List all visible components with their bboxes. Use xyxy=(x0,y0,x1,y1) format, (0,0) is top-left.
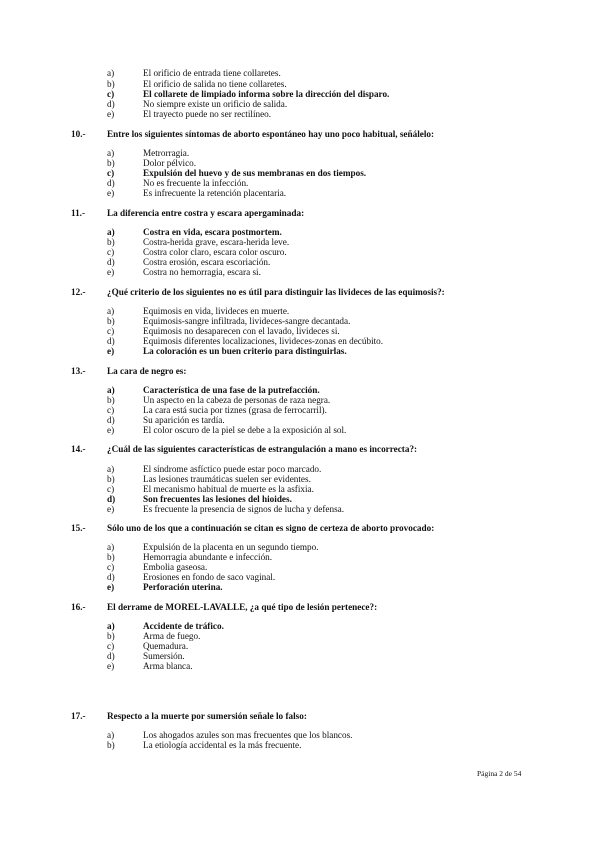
option-letter: d) xyxy=(107,415,115,425)
option-letter: b) xyxy=(107,316,115,326)
option-letter: b) xyxy=(107,395,115,405)
option-letter: b) xyxy=(107,631,115,641)
option-text: El orificio de salida no tiene collaretes. xyxy=(143,79,287,89)
option-letter-correct: a) xyxy=(107,227,115,237)
option-text-correct: Perforación uterina. xyxy=(143,582,223,592)
option-text: El orificio de entrada tiene collaretes. xyxy=(143,68,281,78)
option-letter: a) xyxy=(107,306,115,316)
question-number: 12.- xyxy=(71,287,86,297)
option-letter: e) xyxy=(107,425,115,435)
question-number: 14.- xyxy=(71,444,86,454)
option-text: Equimosis no desaparecen con el lavado, livideces si. xyxy=(143,326,340,336)
option-text-correct: El collarete de limpiado informa sobre la dirección del disparo. xyxy=(143,89,390,99)
page-number-footer: Página 2 de 54 xyxy=(477,769,522,778)
option-text: El trayecto puede no ser rectilíneo. xyxy=(143,109,272,119)
question-number: 11.- xyxy=(71,208,86,218)
option-letter: c) xyxy=(107,247,115,257)
option-letter: a) xyxy=(107,730,115,740)
option-text: Sumersión. xyxy=(143,651,185,661)
option-text: El mecanismo habitual de muerte es la asfixia. xyxy=(143,484,314,494)
option-letter: d) xyxy=(107,651,115,661)
option-text-correct: Accidente de tráfico. xyxy=(143,621,224,631)
question-text: Entre los siguientes síntomas de aborto espontáneo hay uno poco habitual, señálelo: xyxy=(107,129,435,139)
option-text: El color oscuro de la piel se debe a la exposición al sol. xyxy=(143,425,347,435)
option-text: La etiología accidental es la más frecuente. xyxy=(143,740,302,750)
option-text: Dolor pélvico. xyxy=(143,158,197,168)
option-text: Expulsión de la placenta en un segundo tiempo. xyxy=(143,542,319,552)
option-text: Hemorragia abundante e infección. xyxy=(143,552,273,562)
option-letter-correct: d) xyxy=(107,494,116,504)
option-text: No es frecuente la infección. xyxy=(143,178,249,188)
option-text-correct: Costra en vida, escara postmortem. xyxy=(143,227,282,237)
option-letter-correct: c) xyxy=(107,168,115,178)
option-text: No siempre existe un orificio de salida. xyxy=(143,99,288,109)
option-letter: a) xyxy=(107,148,115,158)
option-text-correct: Son frecuentes las lesiones del hioides. xyxy=(143,494,292,504)
option-letter: c) xyxy=(107,405,115,415)
option-letter: c) xyxy=(107,326,115,336)
option-text: Los ahogados azules son mas frecuentes que los blancos. xyxy=(143,730,353,740)
option-text: Arma blanca. xyxy=(143,661,193,671)
option-letter-correct: a) xyxy=(107,385,115,395)
option-text: Erosiones en fondo de saco vaginal. xyxy=(143,572,276,582)
option-letter: e) xyxy=(107,661,115,671)
option-text: Un aspecto en la cabeza de personas de raza negra. xyxy=(143,395,331,405)
option-letter: e) xyxy=(107,504,115,514)
option-letter: d) xyxy=(107,572,115,582)
option-text: Arma de fuego. xyxy=(143,631,201,641)
option-text: Equimosis en vida, livideces en muerte. xyxy=(143,306,290,316)
question-number: 10.- xyxy=(71,129,86,139)
option-letter-correct: e) xyxy=(107,582,115,592)
option-letter: b) xyxy=(107,740,115,750)
option-text: Equimosis-sangre infiltrada, livideces-sangre decantada. xyxy=(143,316,351,326)
option-text: Costra color claro, escara color oscuro. xyxy=(143,247,287,257)
question-text: ¿Qué criterio de los siguientes no es útil para distinguir las livideces de las equimosis?: xyxy=(107,287,445,297)
option-letter: b) xyxy=(107,79,115,89)
option-letter: c) xyxy=(107,641,115,651)
question-number: 13.- xyxy=(71,366,86,376)
option-letter-correct: c) xyxy=(107,89,115,99)
option-text: La cara está sucia por tiznes (grasa de ferrocarril). xyxy=(143,405,327,415)
question-text: La diferencia entre costra y escara apergaminada: xyxy=(107,208,305,218)
question-text: El derrame de MOREL-LAVALLE, ¿a qué tipo de lesión pertenece?: xyxy=(107,602,378,612)
option-text: Embolia gaseosa. xyxy=(143,562,208,572)
question-number: 16.- xyxy=(71,602,86,612)
option-letter: a) xyxy=(107,464,115,474)
option-text: Costra erosión, escara escoriación. xyxy=(143,257,271,267)
option-text: Equimosis diferentes localizaciones, livideces-zonas en decúbito. xyxy=(143,336,384,346)
option-text: El síndrome asfíctico puede estar poco marcado. xyxy=(143,464,322,474)
option-letter: e) xyxy=(107,267,115,277)
option-letter: b) xyxy=(107,237,115,247)
option-text: Metrorragia. xyxy=(143,148,190,158)
question-text: Respecto a la muerte por sumersión señale lo falso: xyxy=(107,711,307,721)
option-letter: b) xyxy=(107,474,115,484)
question-text: Sólo uno de los que a continuación se citan es signo de certeza de aborto provocado: xyxy=(107,523,435,533)
question-text: ¿Cuál de las siguientes características de estrangulación a mano es incorrecta?: xyxy=(107,444,418,454)
option-letter: d) xyxy=(107,99,115,109)
option-text: Es frecuente la presencia de signos de lucha y defensa. xyxy=(143,504,345,514)
option-letter: c) xyxy=(107,484,115,494)
option-letter: b) xyxy=(107,552,115,562)
option-letter: c) xyxy=(107,562,115,572)
option-text-correct: La coloración es un buen criterio para distinguirlas. xyxy=(143,346,347,356)
option-letter: e) xyxy=(107,188,115,198)
question-text: La cara de negro es: xyxy=(107,366,187,376)
option-text: Costra no hemorragia, escara si. xyxy=(143,267,261,277)
option-letter: b) xyxy=(107,158,115,168)
option-letter: a) xyxy=(107,542,115,552)
option-text: Quemadura. xyxy=(143,641,189,651)
option-letter: e) xyxy=(107,109,115,119)
option-text: Las lesiones traumáticas suelen ser evidentes. xyxy=(143,474,311,484)
option-text-correct: Expulsión del huevo y de sus membranas en dos tiempos. xyxy=(143,168,367,178)
option-letter: d) xyxy=(107,257,115,267)
question-number: 15.- xyxy=(71,523,86,533)
option-letter-correct: e) xyxy=(107,346,115,356)
option-text: Costra-herida grave, escara-herida leve. xyxy=(143,237,290,247)
option-text-correct: Característica de una fase de la putrefacción. xyxy=(143,385,320,395)
option-letter: a) xyxy=(107,68,115,78)
option-letter: d) xyxy=(107,336,115,346)
option-letter: d) xyxy=(107,178,115,188)
question-number: 17.- xyxy=(71,711,86,721)
option-text: Es infrecuente la retención placentaria. xyxy=(143,188,287,198)
option-letter-correct: a) xyxy=(107,621,115,631)
option-text: Su aparición es tardía. xyxy=(143,415,225,425)
